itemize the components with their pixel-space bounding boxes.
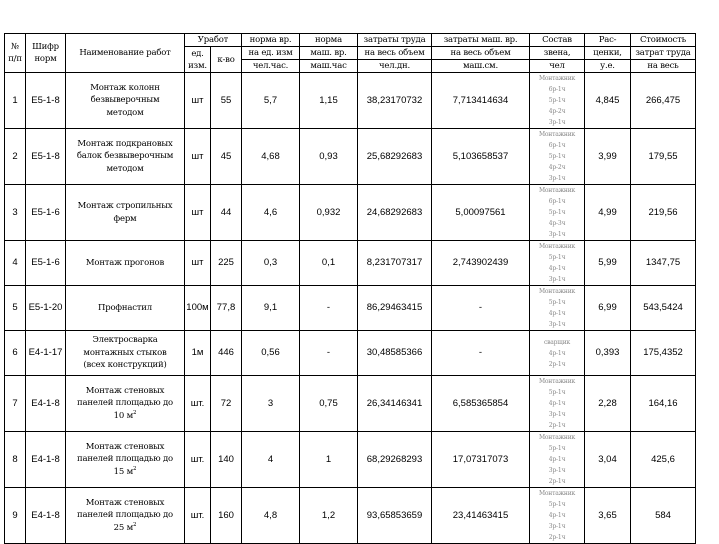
cell-norm-worker: 4,68 (242, 129, 300, 185)
cell-qty: 44 (211, 185, 242, 241)
header-crew-unit: чел (530, 60, 585, 73)
cell-rate: 0,393 (585, 331, 631, 376)
cell-cost: 164,16 (631, 376, 696, 432)
cell-name (66, 73, 185, 129)
cell-norm-worker: 4,6 (242, 185, 300, 241)
cell-qty: 72 (211, 376, 242, 432)
cell-cost: 1347,75 (631, 241, 696, 286)
crew-line: 4р-3ч (548, 220, 566, 227)
table-row (5, 376, 696, 432)
crew-line: 4р-1ч (548, 349, 566, 357)
work-name-line: монтажных стыков (83, 347, 167, 358)
work-name-line: Монтаж стеновых (85, 385, 165, 396)
crew-line: 2р-1ч (548, 478, 566, 485)
cell-cost: 179,55 (631, 129, 696, 185)
header-num: № п/п (5, 34, 26, 73)
cell-num: 4 (5, 241, 26, 286)
crew-line: 5р-1ч (548, 254, 566, 261)
cell-rate: 4,99 (585, 185, 631, 241)
cell-norm-worker: 4,8 (242, 488, 300, 544)
header-machine-total-line2: на весь объем (432, 47, 530, 60)
cell-labor-total: 86,29463415 (358, 286, 432, 331)
crew-line: Монтажник (538, 243, 576, 250)
table-header (5, 34, 696, 73)
work-name-line: методом (106, 163, 144, 174)
cell-labor-total: 68,29268293 (358, 432, 432, 488)
cell-machine-total: 7,713414634 (432, 73, 530, 129)
cell-cost: 584 (631, 488, 696, 544)
unit-superscript: 2 (133, 465, 137, 472)
cell-norm-worker: 5,7 (242, 73, 300, 129)
table-row (5, 73, 696, 129)
cell-norm-machine: - (300, 331, 358, 376)
crew-line: 5р-1ч (548, 209, 566, 216)
cell-qty: 77,8 (211, 286, 242, 331)
cell-rate: 2,28 (585, 376, 631, 432)
work-name-line: Монтаж стеновых (85, 441, 165, 452)
cell-machine-total: - (432, 331, 530, 376)
cell-cost: 175,4352 (631, 331, 696, 376)
cell-name (66, 331, 185, 376)
header-cost-line2: затрат труда (631, 47, 696, 60)
cell-num: 1 (5, 73, 26, 129)
header-name: Наименование работ (66, 34, 185, 73)
cell-name (66, 376, 185, 432)
cell-num: 5 (5, 286, 26, 331)
work-name-line: панелей площадью до (77, 454, 173, 465)
header-labor-total: затраты труда (358, 34, 432, 47)
table-row (5, 129, 696, 185)
header-norm-worker-line2: на ед. изм (242, 47, 300, 60)
cell-num: 2 (5, 129, 26, 185)
crew-line: 5р-1ч (548, 501, 566, 508)
cell-crew (530, 376, 585, 432)
cell-unit: шт. (185, 432, 211, 488)
table-body (5, 73, 696, 544)
cell-rate: 3,65 (585, 488, 631, 544)
crew-line: Монтажник (538, 378, 576, 385)
cell-cost: 266,475 (631, 73, 696, 129)
unit-superscript: 2 (133, 409, 137, 416)
cell-unit: шт (185, 185, 211, 241)
work-name-line: панелей площадью до (77, 510, 173, 521)
cell-crew (530, 73, 585, 129)
crew-line: 3р-1ч (548, 175, 566, 182)
cell-crew (530, 241, 585, 286)
crew-line: 2р-1ч (548, 422, 566, 429)
table-row (5, 432, 696, 488)
cell-unit: шт (185, 129, 211, 185)
crew-line: 3р-1ч (548, 231, 566, 238)
cell-cost: 543,5424 (631, 286, 696, 331)
header-code: Шифр норм (26, 34, 66, 73)
work-name-text: 25 м (113, 522, 134, 533)
crew-line: Монтажник (538, 434, 576, 441)
header-rate-unit: у.е. (585, 60, 631, 73)
cell-labor-total: 26,34146341 (358, 376, 432, 432)
cell-crew (530, 488, 585, 544)
cell-code: Е5-1-8 (26, 129, 66, 185)
cell-qty: 446 (211, 331, 242, 376)
cell-code: Е4-1-8 (26, 432, 66, 488)
cell-cost: 425,6 (631, 432, 696, 488)
header-labor-total-line2: на весь объем (358, 47, 432, 60)
cell-norm-machine: 1,15 (300, 73, 358, 129)
cell-code: Е5-1-8 (26, 73, 66, 129)
work-name-line (67, 466, 183, 479)
crew-line: 2р-1ч (548, 360, 566, 368)
cell-machine-total: 5,103658537 (432, 129, 530, 185)
crew-line: 4р-1ч (548, 512, 566, 519)
cell-unit: шт. (185, 376, 211, 432)
table-row (5, 488, 696, 544)
cell-num: 7 (5, 376, 26, 432)
crew-line: Монтажник (538, 490, 576, 497)
header-rate-line2: ценки, (585, 47, 631, 60)
cell-num: 3 (5, 185, 26, 241)
cell-norm-machine: 0,93 (300, 129, 358, 185)
work-name-line: Монтаж прогонов (85, 257, 165, 268)
cell-machine-total: 2,743902439 (432, 241, 530, 286)
crew-line: 4р-1ч (548, 456, 566, 463)
crew-line: 4р-2ч (548, 164, 566, 171)
crew-line: 5р-1ч (548, 299, 566, 306)
cell-crew (530, 286, 585, 331)
work-name-line: безвыверочным (90, 95, 160, 106)
crew-line: 6р-1ч (548, 142, 566, 149)
crew-line: 4р-1ч (548, 265, 566, 272)
cell-machine-total: 17,07317073 (432, 432, 530, 488)
crew-line: 6р-1ч (548, 86, 566, 93)
cell-crew (530, 185, 585, 241)
table-row (5, 331, 696, 376)
cell-machine-total: 5,00097561 (432, 185, 530, 241)
header-rate: Рас- (585, 34, 631, 47)
work-name-line: панелей площадью до (77, 398, 173, 409)
cell-qty: 140 (211, 432, 242, 488)
crew-line: 3р-1ч (548, 119, 566, 126)
header-machine-total-unit: маш.см. (432, 60, 530, 73)
cell-labor-total: 25,68292683 (358, 129, 432, 185)
crew-line: 4р-1ч (548, 400, 566, 407)
header-machine-total: затраты маш. вр. (432, 34, 530, 47)
cell-num: 6 (5, 331, 26, 376)
header-cost: Стоимость (631, 34, 696, 47)
crew-line: 3р-1ч (548, 411, 566, 418)
cell-qty: 160 (211, 488, 242, 544)
cell-qty: 225 (211, 241, 242, 286)
cell-norm-worker: 0,56 (242, 331, 300, 376)
cell-labor-total: 24,68292683 (358, 185, 432, 241)
crew-line: 3р-1ч (548, 523, 566, 530)
header-crew: Состав (530, 34, 585, 47)
crew-line: Монтажник (538, 75, 576, 82)
cell-rate: 4,845 (585, 73, 631, 129)
header-norm-worker-unit: чел.час. (242, 60, 300, 73)
header-norm-worker: норма вр. (242, 34, 300, 47)
cell-unit: 1м (185, 331, 211, 376)
work-schedule-table (4, 33, 696, 544)
work-name-line: Профнастил (98, 302, 152, 313)
cell-code: Е5-1-6 (26, 241, 66, 286)
cell-name (66, 241, 185, 286)
crew-line: 3р-1ч (548, 321, 566, 328)
header-cost-unit: на весь (631, 60, 696, 73)
header-labor-total-unit: чел.дн. (358, 60, 432, 73)
table-row (5, 286, 696, 331)
header-norm-machine-unit: маш.час (300, 60, 358, 73)
cell-code: Е4-1-8 (26, 488, 66, 544)
crew-line: Монтажник (538, 187, 576, 194)
cell-norm-worker: 3 (242, 376, 300, 432)
crew-line: 2р-1ч (548, 534, 566, 541)
cell-labor-total: 93,65853659 (358, 488, 432, 544)
cell-norm-worker: 4 (242, 432, 300, 488)
cell-unit: шт. (185, 488, 211, 544)
work-name-line: балок безвыверочным (76, 151, 174, 162)
crew-line: 3р-1ч (548, 467, 566, 474)
crew-line: Монтажник (538, 288, 576, 295)
header-qty: к-во (211, 47, 242, 73)
crew-line: 4р-1ч (548, 310, 566, 317)
crew-line: сварщик (543, 338, 571, 346)
header-norm-machine-line2: маш. вр. (300, 47, 358, 60)
work-name-line: ферм (113, 213, 137, 224)
cell-norm-machine: 1,2 (300, 488, 358, 544)
cell-norm-machine: 0,75 (300, 376, 358, 432)
cell-name (66, 286, 185, 331)
work-name-line: (всех конструкций) (83, 360, 167, 371)
crew-line: 5р-1ч (548, 389, 566, 396)
cell-machine-total: 23,41463415 (432, 488, 530, 544)
cell-qty: 55 (211, 73, 242, 129)
header-norm-machine: норма (300, 34, 358, 47)
crew-line: 5р-1ч (548, 153, 566, 160)
cell-rate: 6,99 (585, 286, 631, 331)
table-row (5, 185, 696, 241)
cell-norm-machine: 0,932 (300, 185, 358, 241)
cell-code: Е4-1-17 (26, 331, 66, 376)
cell-machine-total: - (432, 286, 530, 331)
crew-line: 6р-1ч (548, 198, 566, 205)
cell-labor-total: 38,23170732 (358, 73, 432, 129)
cell-norm-machine: 1 (300, 432, 358, 488)
work-name-line: Электросварка (92, 335, 158, 346)
cell-unit: шт (185, 73, 211, 129)
cell-crew (530, 129, 585, 185)
cell-unit: шт (185, 241, 211, 286)
cell-code: Е4-1-8 (26, 376, 66, 432)
cell-name (66, 129, 185, 185)
cell-rate: 3,04 (585, 432, 631, 488)
cell-num: 9 (5, 488, 26, 544)
cell-name (66, 185, 185, 241)
unit-superscript: 2 (133, 521, 137, 528)
work-name-line: Монтаж колонн (90, 82, 160, 93)
cell-rate: 3,99 (585, 129, 631, 185)
cell-labor-total: 30,48585366 (358, 331, 432, 376)
cell-norm-machine: - (300, 286, 358, 331)
crew-line: 3р-1ч (548, 276, 566, 283)
cell-code: Е5-1-6 (26, 185, 66, 241)
cell-name (66, 432, 185, 488)
work-name-text: 10 м (113, 410, 134, 421)
work-name-line: Монтаж стеновых (85, 497, 165, 508)
cell-norm-worker: 9,1 (242, 286, 300, 331)
cell-machine-total: 6,585365854 (432, 376, 530, 432)
work-name-line: методом (106, 107, 144, 118)
cell-rate: 5,99 (585, 241, 631, 286)
cell-labor-total: 8,231707317 (358, 241, 432, 286)
crew-line: 4р-2ч (548, 108, 566, 115)
cell-crew (530, 331, 585, 376)
crew-line: 5р-1ч (548, 445, 566, 452)
cell-unit: 100м (185, 286, 211, 331)
table-row (5, 241, 696, 286)
cell-norm-machine: 0,1 (300, 241, 358, 286)
cell-cost: 219,56 (631, 185, 696, 241)
cell-qty: 45 (211, 129, 242, 185)
work-name-text: 15 м (113, 466, 134, 477)
cell-num: 8 (5, 432, 26, 488)
work-name-line: Монтаж подкрановых (77, 138, 173, 149)
crew-line: 5р-1ч (548, 97, 566, 104)
crew-line: Монтажник (538, 131, 576, 138)
cell-code: Е5-1-20 (26, 286, 66, 331)
work-name-line: Монтаж стропильных (77, 201, 173, 211)
header-volume-group: Уработ (185, 34, 242, 47)
work-name-line (67, 410, 183, 423)
cell-norm-worker: 0,3 (242, 241, 300, 286)
work-name-line (67, 522, 183, 535)
cell-crew (530, 432, 585, 488)
header-unit: ед. изм. (185, 47, 211, 73)
cell-name (66, 488, 185, 544)
header-crew-line2: звена, (530, 47, 585, 60)
